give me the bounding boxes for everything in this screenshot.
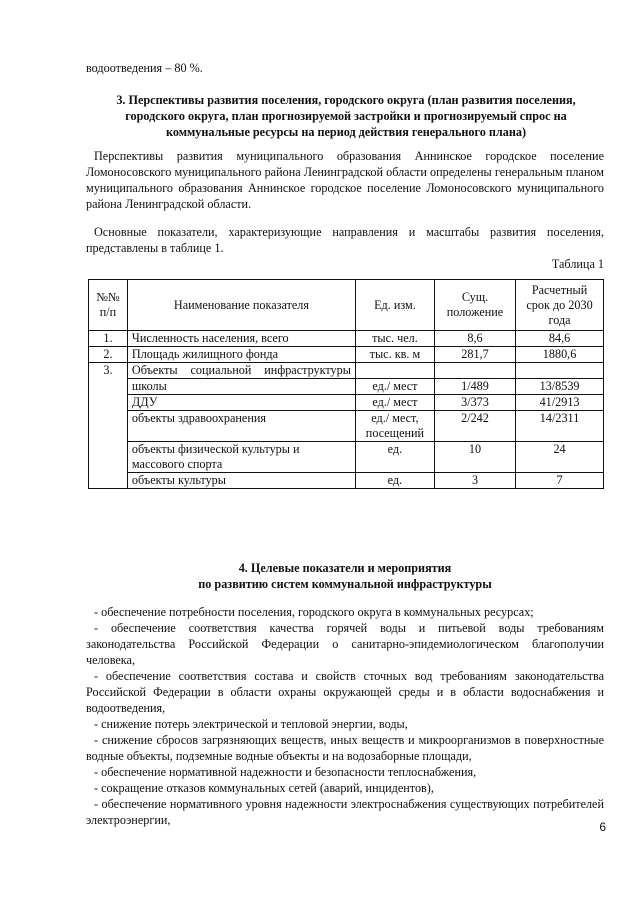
table-row <box>89 363 604 379</box>
row-plan: 13/8539 <box>516 379 604 395</box>
row-num: 2. <box>89 347 128 363</box>
row-current: 2/242 <box>434 411 515 442</box>
row-unit: ед./ мест <box>355 379 434 395</box>
indicators-table <box>88 279 604 489</box>
header-name: Наименование показателя <box>127 280 355 331</box>
list-item: - снижение потерь электрической и тепловой энергии, воды, <box>94 717 408 731</box>
table-caption: Таблица 1 <box>551 257 604 271</box>
table-row <box>89 395 604 411</box>
table-row <box>89 347 604 363</box>
row-current <box>434 363 515 379</box>
row-current: 3/373 <box>434 395 515 411</box>
list-item: - снижение сбросов загрязняющих веществ, иных веществ и микроорганизмов в поверхностные водные объекты, подземные водные объекты и на водозаборные площади, <box>86 733 604 763</box>
table-header-row <box>89 280 604 331</box>
table-row <box>89 411 604 442</box>
row-name <box>127 363 355 379</box>
row-name-text: Объекты социальной инфраструктуры <box>131 363 351 377</box>
row-name: объекты физической культуры и массового спорта <box>127 442 355 473</box>
row-name: Численность населения, всего <box>127 331 355 347</box>
section3-paragraph-2: Основные показатели, характеризующие направления и масштабы развития поселения, представлены в таблице 1. <box>86 225 604 255</box>
row-plan <box>516 363 604 379</box>
list-item: - обеспечение соответствия качества горячей воды и питьевой воды требованиям законодательства Российской Федерации о санитарно-эпидемиологическом благополучии человека, <box>86 621 604 667</box>
row-name: ДДУ <box>127 395 355 411</box>
header-current: Сущ. положение <box>434 280 515 331</box>
list-item: - обеспечение потребности поселения, городского округа в коммунальных ресурсах; <box>94 605 534 619</box>
header-plan: Расчетный срок до 2030 года <box>516 280 604 331</box>
table-row <box>89 331 604 347</box>
list-item: - обеспечение нормативного уровня надежности электроснабжения существующих потребителей электроэнергии, <box>86 797 604 827</box>
row-unit: тыс. чел. <box>355 331 434 347</box>
list-item: - сокращение отказов коммунальных сетей (аварий, инцидентов), <box>94 781 434 795</box>
row-plan: 14/2311 <box>516 411 604 442</box>
section4-heading-line2: по развитию систем коммунальной инфраструктуры <box>198 577 492 591</box>
row-num: 1. <box>89 331 128 347</box>
row-name: объекты культуры <box>127 473 355 489</box>
section3-heading: 3. Перспективы развития поселения, городского округа (план развития поселения, городского округа, план прогнозируемой застройки и прогнозируемый спрос на коммунальные ресурсы на период действия генерального плана) <box>116 93 576 139</box>
section4-list <box>86 604 604 828</box>
row-plan: 41/2913 <box>516 395 604 411</box>
row-plan: 1880,6 <box>516 347 604 363</box>
top-line: водоотведения – 80 %. <box>86 61 203 75</box>
row-current: 3 <box>434 473 515 489</box>
row-current: 8,6 <box>434 331 515 347</box>
table-row <box>89 379 604 395</box>
section4-heading-line1: 4. Целевые показатели и мероприятия <box>238 561 452 575</box>
row-name: Площадь жилищного фонда <box>127 347 355 363</box>
row-plan: 24 <box>516 442 604 473</box>
list-item: - обеспечение соответствия состава и свойств сточных вод требованиям законодательства Российской Федерации в области охраны окружающей среды и в области водоснабжения и водоотведения, <box>86 669 604 715</box>
row-num: 3. <box>89 363 128 489</box>
row-plan: 84,6 <box>516 331 604 347</box>
row-unit: ед./ мест <box>355 395 434 411</box>
row-unit: ед. <box>355 473 434 489</box>
row-unit: ед. <box>355 442 434 473</box>
row-plan: 7 <box>516 473 604 489</box>
header-unit: Ед. изм. <box>355 280 434 331</box>
row-unit <box>355 363 434 379</box>
row-unit: ед./ мест, посещений <box>355 411 434 442</box>
table-row <box>89 442 604 473</box>
table-row <box>89 473 604 489</box>
header-num: №№ п/п <box>89 280 128 331</box>
row-current: 10 <box>434 442 515 473</box>
section3-paragraph-1: Перспективы развития муниципального образования Аннинское городское поселение Ломоносовского муниципального района Ленинградской области определены генеральным планом муниципального образования Аннинское городское поселение Ломоносовского муниципального района Ленинградской области. <box>86 149 604 211</box>
row-unit: тыс. кв. м <box>355 347 434 363</box>
list-item: - обеспечение нормативной надежности и безопасности теплоснабжения, <box>94 765 477 779</box>
page-number: 6 <box>599 820 606 834</box>
row-current: 281,7 <box>434 347 515 363</box>
row-current: 1/489 <box>434 379 515 395</box>
row-name: школы <box>127 379 355 395</box>
row-name: объекты здравоохранения <box>127 411 355 442</box>
